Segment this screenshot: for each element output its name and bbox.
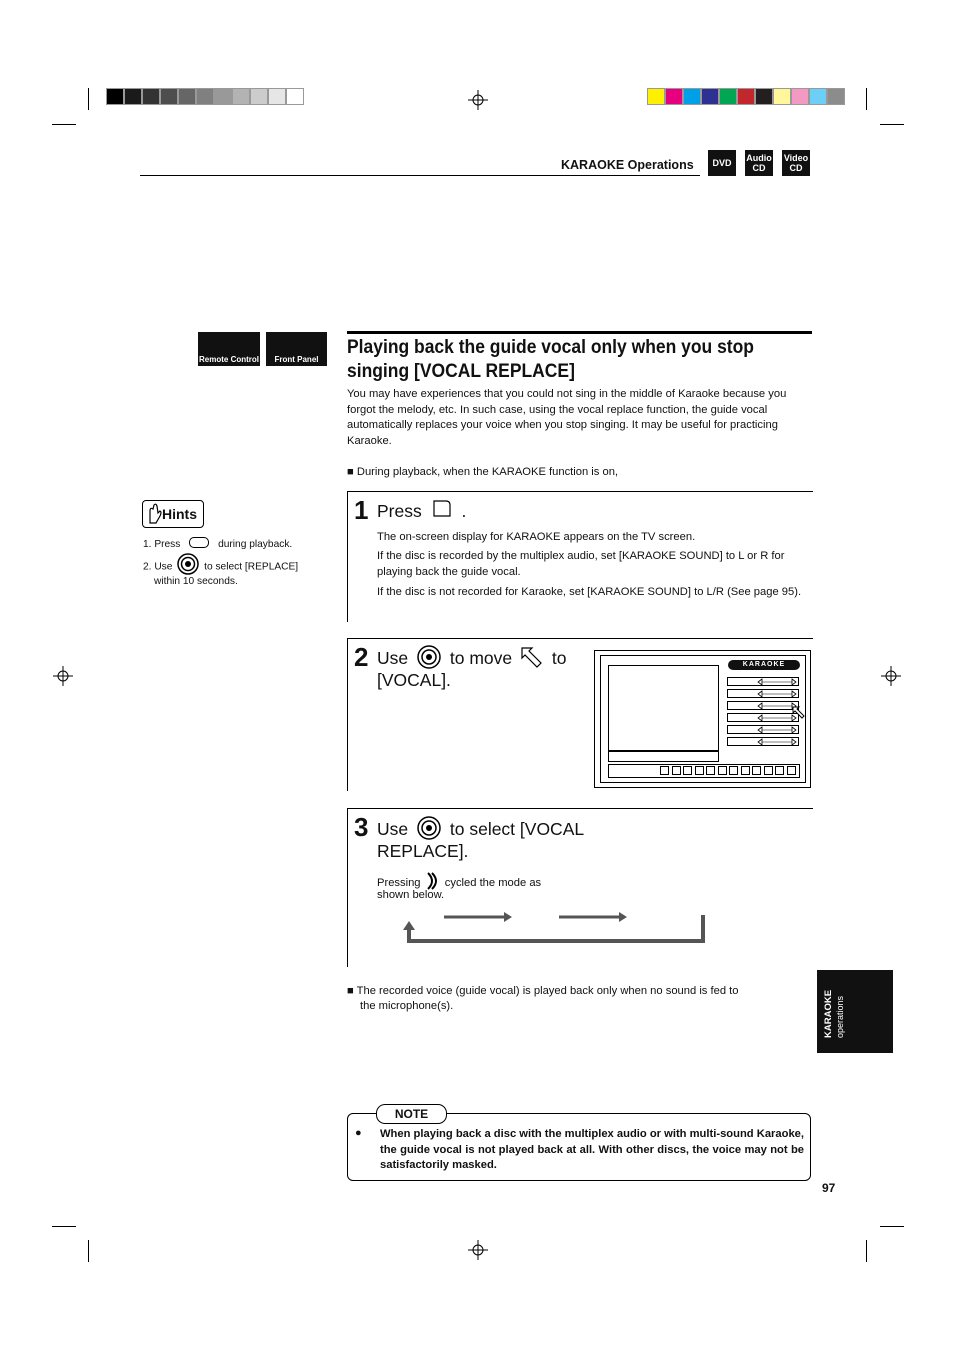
crop-mark <box>880 124 904 125</box>
gray-swatch <box>142 88 160 105</box>
mode-cycle-diagram <box>400 908 710 948</box>
color-swatch <box>809 88 827 105</box>
hint-item-2-cont: within 10 seconds. <box>154 576 238 587</box>
step-2-number: 2 <box>354 642 369 672</box>
intro-paragraph: You may have experiences that you could not sing in the middle of Karaoke because you forgot the melody, etc. In such case, using the vocal replace function, the guide vocal automatically replaces your voice when you stop singing. It may be useful for practicing Karaoke. <box>347 388 787 447</box>
gray-swatch <box>268 88 286 105</box>
color-swatch <box>647 88 665 105</box>
gray-scale-bar <box>106 88 304 105</box>
tv-bottom-cell <box>741 766 750 775</box>
badge-label: Video <box>783 153 809 163</box>
tv-bottom-cell <box>718 766 727 775</box>
note-label: NOTE <box>376 1104 447 1124</box>
crop-mark <box>88 1240 89 1262</box>
step-2-heading <box>377 644 566 670</box>
gray-swatch <box>160 88 178 105</box>
color-swatch <box>791 88 809 105</box>
tv-bottom-cell <box>752 766 761 775</box>
color-swatch <box>719 88 737 105</box>
section-title: KARAOKE Operations <box>561 158 694 172</box>
registration-target-icon <box>881 666 901 686</box>
gray-swatch <box>286 88 304 105</box>
dvd-badge <box>708 150 736 176</box>
hint-text: during playback. <box>218 539 293 550</box>
gray-swatch <box>232 88 250 105</box>
dial-icon <box>177 553 199 575</box>
pointer-icon <box>792 706 806 720</box>
page-number: 97 <box>822 1181 836 1195</box>
footnote-cont: the microphone(s). <box>360 1000 454 1012</box>
registration-target-icon <box>468 1240 488 1260</box>
hint-item-2 <box>143 559 298 575</box>
footnote: ■ The recorded voice (guide vocal) is played back only when no sound is fed to <box>347 985 739 997</box>
tv-bottom-cell <box>787 766 796 775</box>
tv-status-bar <box>608 751 719 762</box>
registration-target-icon <box>53 666 73 686</box>
color-scale-bar <box>647 88 845 105</box>
tv-bottom-cell <box>695 766 704 775</box>
crop-mark <box>866 88 867 110</box>
badge-label: CD <box>752 163 766 173</box>
gray-swatch <box>178 88 196 105</box>
tv-bottom-cell <box>660 766 669 775</box>
gray-swatch <box>250 88 268 105</box>
tv-video-area <box>608 665 719 751</box>
section-side-tab <box>817 970 893 1053</box>
tv-menu-row <box>727 701 799 710</box>
condition-text: ■ During playback, when the KARAOKE function is on, <box>347 466 619 478</box>
header-rule <box>140 175 700 176</box>
front-panel-label: Front Panel <box>274 355 319 364</box>
step-2-heading-cont: [VOCAL]. <box>377 670 451 690</box>
color-swatch <box>665 88 683 105</box>
crop-mark <box>880 1226 904 1227</box>
gray-swatch <box>106 88 124 105</box>
step-3-number: 3 <box>354 812 369 842</box>
note-text: When playing back a disc with the multiplex audio or with multi-sound Karaoke, the guide vocal is not played back at all. With other discs, the voice may not be satisfactorily masked. <box>380 1128 804 1172</box>
step-heading-text: to <box>551 648 567 668</box>
tv-menu-row <box>727 737 799 746</box>
step-text: Pressing <box>377 877 421 889</box>
step-heading-text: Use <box>377 648 409 668</box>
tv-menu-row <box>727 713 799 722</box>
karaoke-button-icon <box>431 497 453 519</box>
remote-control-label: Remote Control <box>199 355 259 364</box>
crop-mark <box>866 1240 867 1262</box>
step-1-paragraph-3: If the disc is not recorded for Karaoke, set [KARAOKE SOUND] to L/R (See page 95). <box>377 586 802 598</box>
hint-text: to select [REPLACE] <box>204 561 299 573</box>
color-swatch <box>827 88 845 105</box>
hint-text: 1. Press <box>143 539 181 550</box>
badge-label: Audio <box>746 153 772 163</box>
remote-control-icon <box>198 332 260 366</box>
tv-bottom-cell <box>729 766 738 775</box>
video-cd-badge <box>782 150 810 176</box>
dial-icon <box>416 644 442 670</box>
tv-bottom-cell <box>706 766 715 775</box>
tv-row-arrows-icon <box>728 726 798 734</box>
step-heading-text: to move <box>449 648 513 668</box>
front-panel-icon <box>266 332 327 366</box>
step-heading-text: Use <box>377 819 409 839</box>
color-swatch <box>683 88 701 105</box>
step-text: cycled the mode as <box>444 877 542 889</box>
tv-menu-row <box>727 725 799 734</box>
tv-row-arrows-icon <box>728 702 798 710</box>
tv-screen-illustration <box>594 650 811 788</box>
hints-label: Hints <box>162 506 197 522</box>
badge-label: CD <box>789 163 803 173</box>
side-tab-label: operations <box>835 995 845 1038</box>
step-3-paragraph-cont: shown below. <box>377 889 445 901</box>
karaoke-label: KARAOKE <box>728 660 800 670</box>
tv-row-arrows-icon <box>728 738 798 746</box>
registration-target-icon <box>468 90 488 110</box>
step-heading-text: to select [VOCAL <box>449 819 585 839</box>
pointer-icon <box>520 646 544 670</box>
gray-swatch <box>124 88 142 105</box>
tv-bottom-cell <box>775 766 784 775</box>
step-1-heading <box>377 497 466 523</box>
crop-mark <box>88 88 89 110</box>
karaoke-button-icon <box>189 537 209 548</box>
color-swatch <box>737 88 755 105</box>
color-swatch <box>755 88 773 105</box>
gray-swatch <box>196 88 214 105</box>
badge-label: DVD <box>712 158 732 168</box>
step-1-paragraph-2: If the disc is recorded by the multiplex audio, set [KARAOKE SOUND] to L or R for playing back the guide vocal. <box>377 550 785 578</box>
crop-mark <box>52 124 76 125</box>
dial-icon <box>416 815 442 841</box>
tv-row-arrows-icon <box>728 690 798 698</box>
page-title: Playing back the guide vocal only when you stop singing [VOCAL REPLACE] <box>347 337 754 382</box>
crop-mark <box>52 1226 76 1227</box>
step-1-number: 1 <box>354 495 369 525</box>
title-rule <box>347 331 812 334</box>
step-3-heading-cont: REPLACE]. <box>377 841 469 861</box>
hints-box <box>142 500 204 528</box>
tv-menu-row <box>727 677 799 686</box>
step-3-heading <box>377 815 584 841</box>
tv-row-arrows-icon <box>728 678 798 686</box>
step-heading-text: . <box>461 501 467 521</box>
tv-bottom-cell <box>764 766 773 775</box>
hand-icon <box>146 503 162 525</box>
step-1-paragraph-1: The on-screen display for KARAOKE appears on the TV screen. <box>377 531 696 543</box>
tv-bottom-cell <box>683 766 692 775</box>
note-bullet: ● <box>355 1127 362 1139</box>
hint-item-1 <box>143 537 292 553</box>
gray-swatch <box>214 88 232 105</box>
color-swatch <box>773 88 791 105</box>
audio-cd-badge <box>745 150 773 176</box>
side-tab-label: KARAOKE <box>823 989 834 1038</box>
tv-menu-row <box>727 689 799 698</box>
hint-text: 2. Use <box>143 561 173 573</box>
color-swatch <box>701 88 719 105</box>
tv-bottom-cell <box>672 766 681 775</box>
tv-row-arrows-icon <box>728 714 798 722</box>
step-heading-text: Press <box>377 501 422 521</box>
